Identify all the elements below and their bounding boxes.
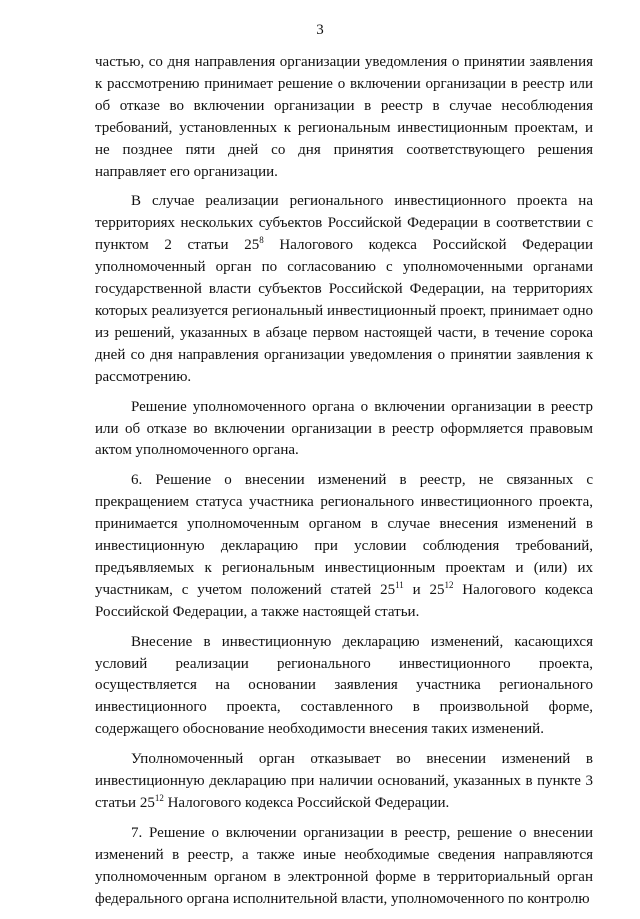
paragraph-7: 7. Решение о включении организации в реестр, решение о внесении изменений в реестр, а также иные необходимые сведения направляются уполномоченным органом в электронной форме в территориальный орган федерального органа исполнительной власти, уполномоченного по контролю [95, 824, 593, 907]
superscript-11: 11 [395, 579, 404, 590]
document-body [95, 52, 593, 919]
paragraph-5: Внесение в инвестиционную декларацию изменений, касающихся условий реализации регионального инвестиционного проекта, осуществляется на основании заявления участника регионального инвестиционного проекта, составленного в произвольной форме, содержащего обоснование необходимости внесения таких изменений. [95, 633, 593, 738]
paragraph-4-text-b: и 25 [403, 581, 445, 598]
paragraph-6 [95, 749, 593, 815]
page-number: 3 [316, 22, 324, 38]
superscript-12-b: 12 [154, 793, 164, 803]
superscript-8: 8 [259, 235, 264, 246]
paragraph-1: частью, со дня направления организации уведомления о принятии заявления к рассмотрению принимает решение о включении организации в реестр или об отказе во включении организации в реестр в случае несоблюдения требований, установленных к региональным инвестиционным проектам, и не позднее пяти дней со дня принятия соответствующего решения направляет его организации. [95, 54, 593, 180]
superscript-12: 12 [444, 579, 454, 590]
paragraph-6-text-a: Уполномоченный орган отказывает во внесении изменений в инвестиционную декларацию при наличии оснований, указанных в пункте 3 статьи 25 [95, 751, 593, 811]
paragraph-2-text-b: Налогового кодекса Российской Федерации уполномоченный орган по согласованию с уполномоченными органами государственной власти субъектов Российской Федерации, на территориях которых реализуется региональный инвестиционный проект, принимает одно из решений, указанных в абзаце первом настоящей части, в течение сорока дней со дня направления организации уведомления о принятии заявления к рассмотрению. [95, 237, 593, 385]
paragraph-3: Решение уполномоченного органа о включении организации в реестр или об отказе во включении организации в реестр оформляется правовым актом уполномоченного органа. [95, 398, 593, 459]
paragraph-2 [95, 191, 593, 388]
paragraph-2-text-a: В случае реализации регионального инвестиционного проекта на территориях нескольких субъектов Российской Федерации в соответствии с пунктом 2 статьи 25 [95, 193, 593, 254]
paragraph-6-text-b: Налогового кодекса Российской Федерации. [163, 795, 450, 811]
paragraph-4-text-a: 6. Решение о внесении изменений в реестр, не связанных с прекращением статуса участника регионального инвестиционного проекта, принимается уполномоченным органом в случае внесения изменений в инвестиционную декларацию при условии соблюдения требований, предъявляемых к региональным инвестиционным проектам и (или) их участникам, с учетом положений статей 25 [95, 472, 593, 598]
paragraph-4-text-c: Налогового кодекса Российской Федерации, а также настоящей статьи. [95, 581, 594, 620]
paragraph-4 [95, 470, 593, 623]
